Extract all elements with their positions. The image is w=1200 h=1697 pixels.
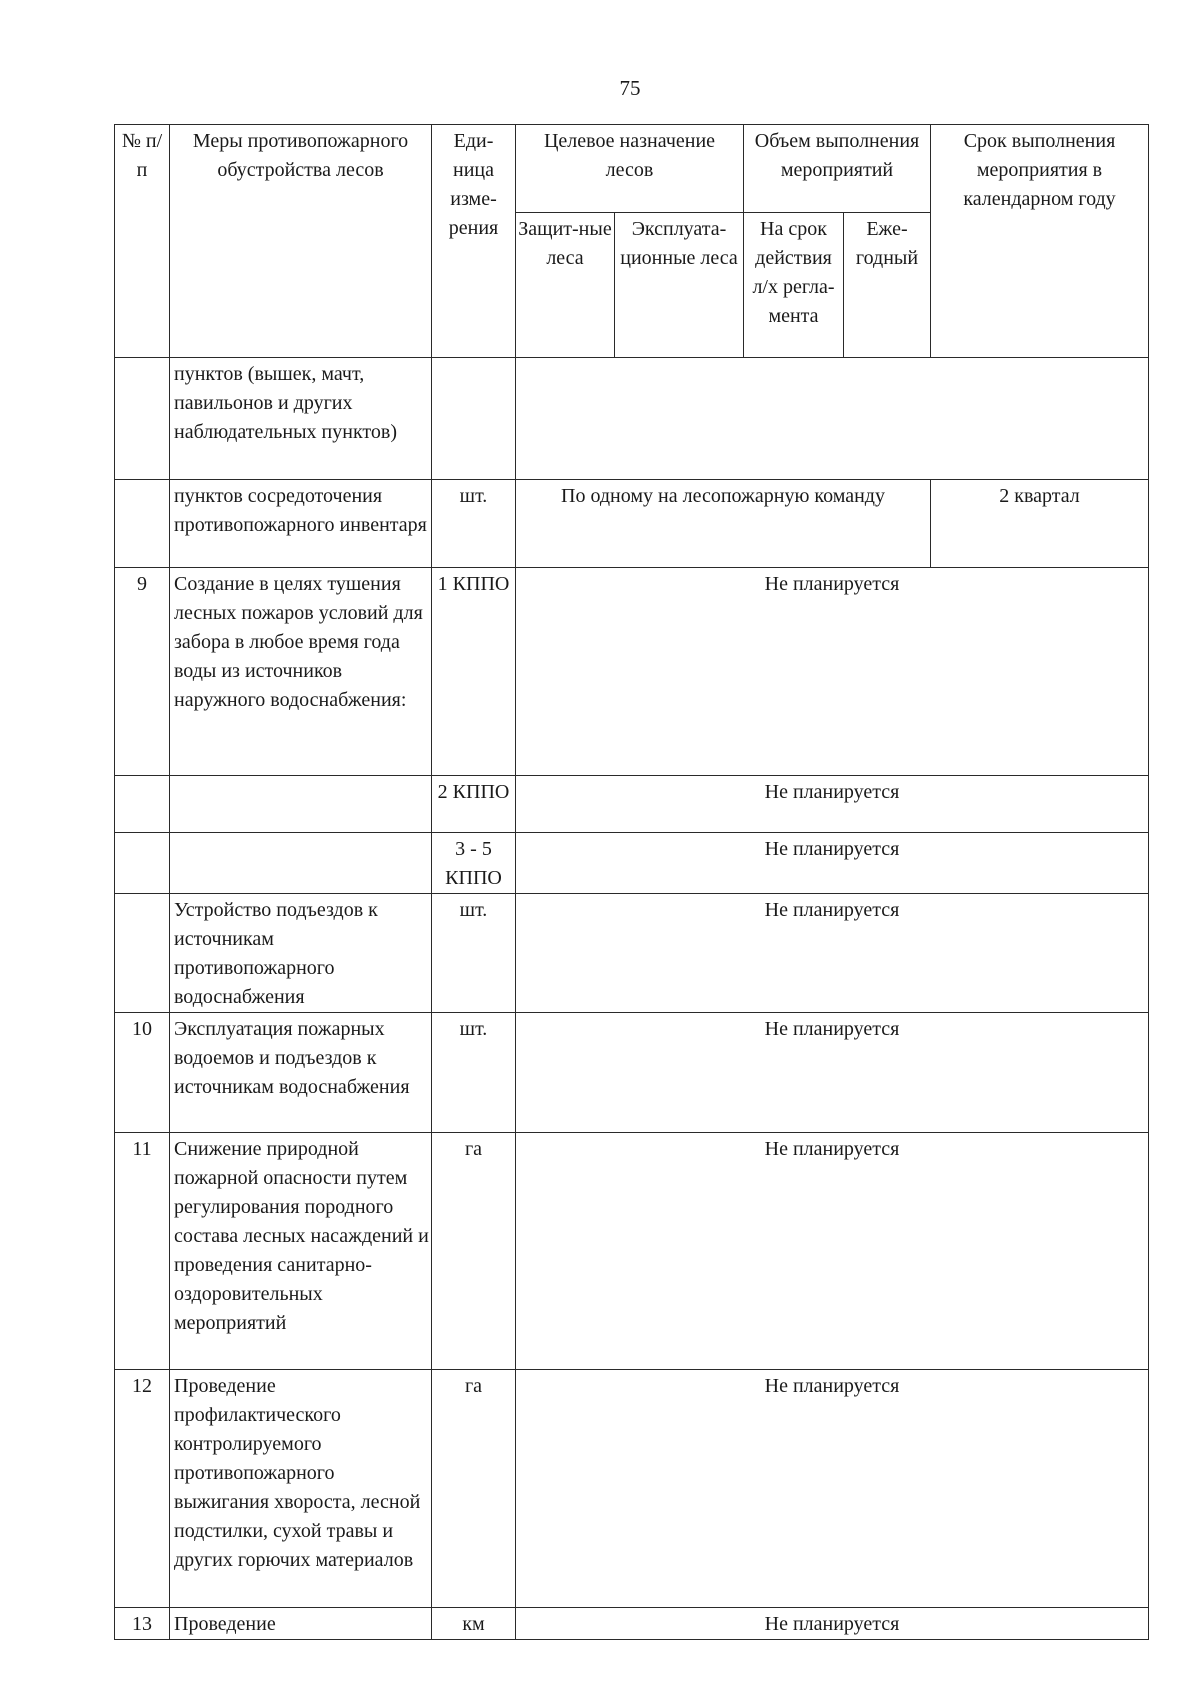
row-unit: 2 КППО xyxy=(432,776,516,833)
row-unit: 3 - 5 КППО xyxy=(432,833,516,894)
row-measure: Устройство подъездов к источникам противопожарного водоснабжения xyxy=(170,894,432,1013)
row-unit: га xyxy=(432,1370,516,1608)
row-value: По одному на лесопожарную команду xyxy=(516,480,931,568)
row-measure: пунктов (вышек, мачт, павильонов и других наблюдательных пунктов) xyxy=(170,358,432,480)
row-value: Не планируется xyxy=(516,833,1149,894)
table-row xyxy=(115,480,1149,568)
table-row xyxy=(115,833,1149,894)
header-deadline: Срок выполнения мероприятия в календарном году xyxy=(931,125,1149,358)
row-value: Не планируется xyxy=(516,894,1149,1013)
row-measure: Проведение xyxy=(170,1608,432,1640)
row-num: 13 xyxy=(115,1608,170,1640)
row-unit: 1 КППО xyxy=(432,568,516,776)
row-value: Не планируется xyxy=(516,1370,1149,1608)
table-row xyxy=(115,1013,1149,1133)
row-value: Не планируется xyxy=(516,1608,1149,1640)
row-measure: Проведение профилактического контролируемого противопожарного выжигания хвороста, лесной подстилки, сухой травы и других горючих материалов xyxy=(170,1370,432,1608)
header-volume: Объем выполнения мероприятий xyxy=(744,125,931,213)
table-row xyxy=(115,776,1149,833)
fire-measures-table xyxy=(114,124,1149,1640)
row-unit: га xyxy=(432,1133,516,1370)
row-num xyxy=(115,776,170,833)
row-unit: шт. xyxy=(432,480,516,568)
table-row xyxy=(115,894,1149,1013)
row-num xyxy=(115,358,170,480)
row-value: Не планируется xyxy=(516,1013,1149,1133)
row-num: 11 xyxy=(115,1133,170,1370)
header-annual: Еже-годный xyxy=(844,213,931,358)
table-row xyxy=(115,1370,1149,1608)
row-measure: Эксплуатация пожарных водоемов и подъездов к источникам водоснабжения xyxy=(170,1013,432,1133)
row-deadline: 2 квартал xyxy=(931,480,1149,568)
header-protective: Защит-ные леса xyxy=(516,213,615,358)
header-num: № п/п xyxy=(115,125,170,358)
row-measure: Создание в целях тушения лесных пожаров условий для забора в любое время года воды из источников наружного водоснабжения: xyxy=(170,568,432,776)
table-row xyxy=(115,1608,1149,1640)
table-row xyxy=(115,358,1149,480)
row-unit: шт. xyxy=(432,1013,516,1133)
table-row xyxy=(115,568,1149,776)
table-row xyxy=(115,1133,1149,1370)
row-num xyxy=(115,480,170,568)
row-value: Не планируется xyxy=(516,776,1149,833)
header-unit: Еди-ница изме-рения xyxy=(432,125,516,358)
row-num: 12 xyxy=(115,1370,170,1608)
row-value xyxy=(516,358,1149,480)
header-exploitation: Эксплуата-ционные леса xyxy=(615,213,744,358)
header-term-of-regulation: На срок действия л/х регла-мента xyxy=(744,213,844,358)
row-unit xyxy=(432,358,516,480)
row-unit: шт. xyxy=(432,894,516,1013)
row-measure: пунктов сосредоточения противопожарного инвентаря xyxy=(170,480,432,568)
row-num: 10 xyxy=(115,1013,170,1133)
row-measure xyxy=(170,833,432,894)
header-row xyxy=(115,125,1149,213)
row-unit: км xyxy=(432,1608,516,1640)
row-value: Не планируется xyxy=(516,568,1149,776)
row-num: 9 xyxy=(115,568,170,776)
header-purpose: Целевое назначение лесов xyxy=(516,125,744,213)
row-measure xyxy=(170,776,432,833)
header-measures: Меры противопожарного обустройства лесов xyxy=(170,125,432,358)
row-measure: Снижение природной пожарной опасности путем регулирования породного состава лесных насаждений и проведения санитарно-оздоровительных мероприятий xyxy=(170,1133,432,1370)
page-number: 75 xyxy=(619,76,641,100)
row-num xyxy=(115,894,170,1013)
row-value: Не планируется xyxy=(516,1133,1149,1370)
row-num xyxy=(115,833,170,894)
